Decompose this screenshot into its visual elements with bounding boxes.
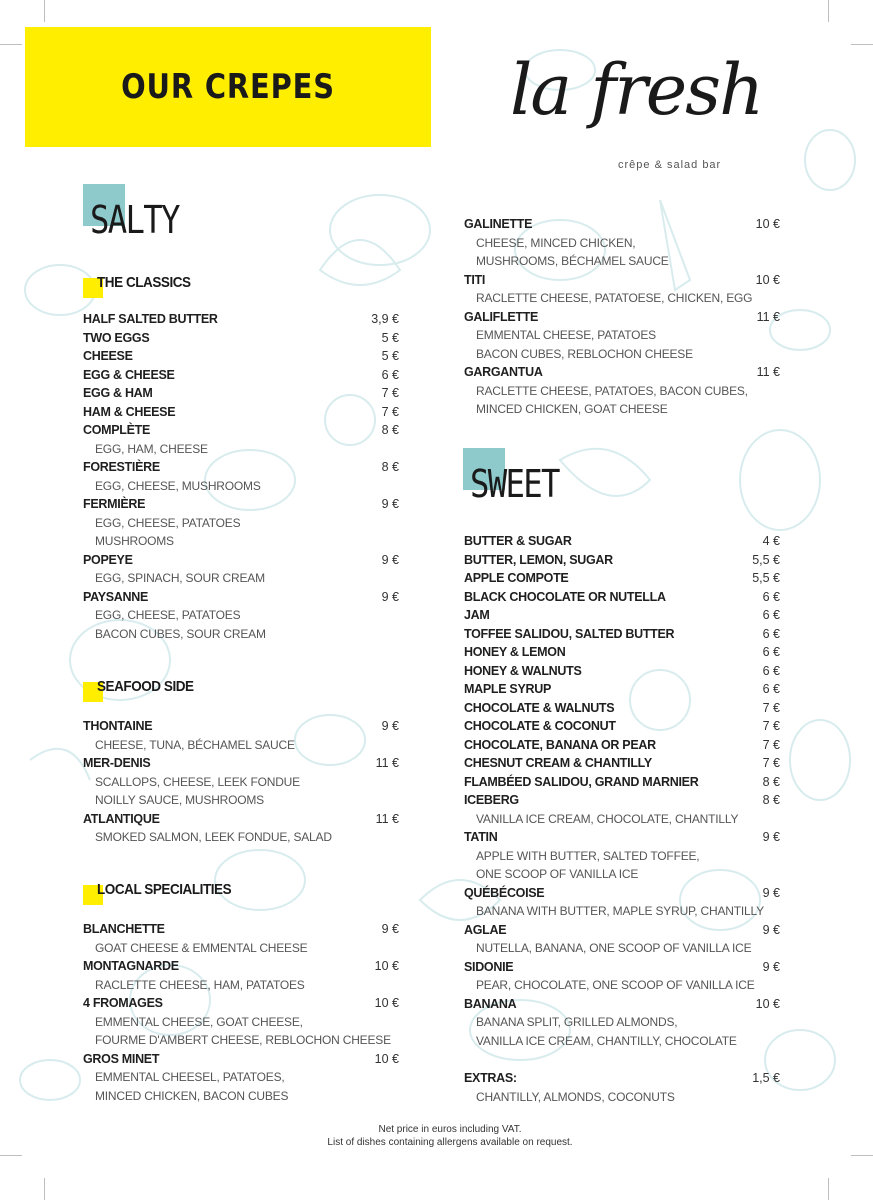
menu-item — [83, 588, 399, 606]
logo-tagline: crêpe & salad bar — [618, 159, 722, 171]
menu-item-price: 9 € — [381, 589, 399, 604]
footer-note — [230, 1123, 670, 1149]
menu-item-name: BUTTER, LEMON, SUGAR — [464, 552, 613, 567]
menu-item-description: RACLETTE CHEESE, PATATOES, BACON CUBES, — [476, 383, 748, 398]
menu-item-price: 7 € — [381, 404, 399, 419]
menu-item — [464, 569, 780, 587]
menu-item — [464, 606, 780, 624]
menu-item-price: 6 € — [762, 608, 780, 622]
menu-item — [464, 680, 780, 698]
menu-item-name: BLANCHETTE — [83, 922, 165, 936]
menu-item — [83, 329, 399, 347]
menu-item — [83, 551, 399, 569]
menu-item-description: ONE SCOOP OF VANILLA ICE — [476, 867, 639, 881]
menu-item-price: 7 € — [762, 737, 780, 752]
menu-item-name: BUTTER & SUGAR — [464, 534, 572, 548]
menu-item-name: HALF SALTED BUTTER — [83, 312, 218, 326]
footer-line-vat: Net price in euros including VAT. — [378, 1124, 522, 1135]
menu-item-name: CHOCOLATE & WALNUTS — [464, 700, 615, 715]
menu-item-description: EGG, SPINACH, SOUR CREAM — [95, 571, 265, 585]
crop-mark — [44, 0, 45, 22]
menu-item — [464, 271, 780, 289]
menu-item — [464, 828, 780, 846]
menu-item — [464, 643, 780, 661]
menu-item-name: MAPLE SYRUP — [464, 682, 551, 696]
menu-item-price: 5 € — [381, 349, 399, 363]
menu-item-name: GALINETTE — [464, 217, 533, 231]
menu-item — [464, 736, 780, 754]
menu-item-description: BANANA SPLIT, GRILLED ALMONDS, — [476, 1015, 678, 1029]
menu-item-description: GOAT CHEESE & EMMENTAL CHEESE — [95, 940, 308, 955]
menu-item-price: 7 € — [762, 719, 780, 733]
menu-item-name: APPLE COMPOTE — [464, 571, 569, 585]
crop-mark — [0, 1155, 22, 1156]
menu-item-price: 8 € — [762, 774, 780, 789]
menu-item-price: 7 € — [381, 386, 399, 400]
menu-item — [83, 403, 399, 421]
menu-item-price: 7 € — [762, 700, 780, 715]
menu-item-name: HONEY & WALNUTS — [464, 663, 582, 678]
menu-item — [464, 754, 780, 772]
seafood-heading: SEAFOOD SIDE — [97, 678, 194, 695]
menu-item-name: CHOCOLATE & COCONUT — [464, 719, 616, 733]
menu-item-name: CHEESE — [83, 349, 133, 363]
menu-item-price: 9 € — [762, 830, 780, 844]
menu-item — [83, 1050, 399, 1068]
menu-item-description: VANILLA ICE CREAM, CHANTILLY, CHOCOLATE — [476, 1033, 737, 1048]
menu-item-name: GROS MINET — [83, 1051, 160, 1066]
menu-item — [464, 958, 780, 976]
menu-item — [83, 347, 399, 365]
classics-heading: THE CLASSICS — [97, 274, 191, 291]
logo-wordmark: la fresh — [510, 49, 763, 131]
menu-item-price: 10 € — [755, 272, 780, 287]
menu-item-name: COMPLÈTE — [83, 423, 151, 437]
menu-item-name: POPEYE — [83, 552, 133, 567]
menu-item — [464, 995, 780, 1013]
brand-logo — [510, 49, 780, 185]
menu-item — [83, 366, 399, 384]
menu-item — [464, 532, 780, 550]
menu-item-price: 10 € — [374, 1051, 399, 1066]
menu-item-description: EMMENTAL CHEESE, PATATOES — [476, 328, 656, 342]
menu-item-price: 3,9 € — [371, 312, 399, 326]
menu-item-description: BACON CUBES, SOUR CREAM — [95, 626, 266, 641]
menu-item-name: GALIFLETTE — [464, 309, 539, 324]
menu-item-price: 11 € — [756, 365, 780, 379]
menu-item-name: TITI — [464, 272, 486, 287]
menu-item-price: 6 € — [381, 367, 399, 382]
menu-item-name: 4 FROMAGES — [83, 996, 163, 1010]
menu-item-price: 5 € — [381, 330, 399, 345]
page-title: OUR CREPES — [121, 67, 335, 107]
menu-item — [83, 810, 399, 828]
footer-line-allergens: List of dishes containing allergens available on request. — [327, 1137, 573, 1148]
menu-item — [464, 308, 780, 326]
menu-item-description: CHEESE, MINCED CHICKEN, — [476, 235, 636, 250]
menu-item — [464, 625, 780, 643]
menu-item-name: CHESNUT CREAM & CHANTILLY — [464, 756, 652, 770]
menu-item-name: MONTAGNARDE — [83, 959, 179, 973]
menu-item — [83, 754, 399, 772]
menu-item-price: 8 € — [381, 460, 399, 474]
menu-item-description: EGG, CHEESE, PATATOES — [95, 515, 241, 530]
menu-item-price: 6 € — [762, 682, 780, 696]
crop-mark — [851, 1155, 873, 1156]
menu-item-name: TOFFEE SALIDOU, SALTED BUTTER — [464, 626, 675, 641]
menu-item-price: 10 € — [374, 996, 399, 1010]
menu-item-price: 10 € — [374, 959, 399, 973]
crop-mark — [828, 0, 829, 22]
menu-item-name: AGLAE — [464, 922, 507, 937]
menu-item — [464, 363, 780, 381]
crop-mark — [44, 1178, 45, 1200]
menu-item-name: TWO EGGS — [83, 330, 150, 345]
menu-item — [464, 773, 780, 791]
menu-item — [83, 994, 399, 1012]
menu-item — [464, 884, 780, 902]
menu-item-name: THONTAINE — [83, 719, 153, 733]
menu-item — [83, 421, 399, 439]
menu-item-description: CHANTILLY, ALMONDS, COCONUTS — [476, 1090, 675, 1104]
menu-item — [464, 215, 780, 233]
menu-item-description: MINCED CHICKEN, BACON CUBES — [95, 1088, 289, 1103]
menu-item-description: NUTELLA, BANANA, ONE SCOOP OF VANILLA ICE — [476, 941, 752, 955]
crop-mark — [0, 44, 22, 45]
menu-item-description: APPLE WITH BUTTER, SALTED TOFFEE, — [476, 848, 700, 863]
menu-item-price: 1,5 € — [752, 1071, 780, 1085]
sweet-heading: SWEET — [470, 462, 559, 506]
menu-item-price: 11 € — [756, 309, 780, 324]
crop-mark — [828, 1178, 829, 1200]
menu-item — [464, 921, 780, 939]
menu-item — [464, 791, 780, 809]
menu-item — [83, 384, 399, 402]
menu-item-price: 6 € — [762, 663, 780, 678]
menu-item-description: FOURME D'AMBERT CHEESE, REBLOCHON CHEESE — [95, 1033, 391, 1047]
menu-item-name: BANANA — [464, 996, 517, 1011]
menu-item-description: EGG, HAM, CHEESE — [95, 441, 208, 456]
menu-item — [83, 310, 399, 328]
menu-item-price: 6 € — [762, 626, 780, 641]
title-banner — [25, 27, 431, 147]
menu-item-description: VANILLA ICE CREAM, CHOCOLATE, CHANTILLY — [476, 811, 739, 826]
menu-item-price: 4 € — [762, 534, 780, 548]
menu-item-price: 6 € — [762, 645, 780, 659]
menu-item-name: MER-DENIS — [83, 756, 151, 770]
menu-item-name: FLAMBÉED SALIDOU, GRAND MARNIER — [464, 774, 699, 789]
menu-item-name: TATIN — [464, 830, 498, 844]
menu-item-name: JAM — [464, 608, 490, 622]
menu-item-name: BLACK CHOCOLATE OR NUTELLA — [464, 589, 666, 604]
menu-item-price: 9 € — [762, 922, 780, 937]
menu-item-price: 8 € — [762, 793, 780, 807]
salty-heading: SALTY — [90, 198, 179, 242]
menu-item-description: RACLETTE CHEESE, PATATOESE, CHICKEN, EGG — [476, 291, 753, 305]
menu-item-description: SMOKED SALMON, LEEK FONDUE, SALAD — [95, 830, 332, 844]
menu-item-description: EMMENTAL CHEESEL, PATATOES, — [95, 1070, 285, 1084]
menu-item — [464, 551, 780, 569]
menu-item-name: ICEBERG — [464, 793, 519, 807]
menu-item-description: SCALLOPS, CHEESE, LEEK FONDUE — [95, 774, 300, 789]
menu-item-price: 9 € — [381, 719, 399, 733]
menu-item-price: 9 € — [762, 885, 780, 900]
menu-item-name: EXTRAS: — [464, 1071, 517, 1085]
menu-item — [83, 957, 399, 975]
menu-item-name: PAYSANNE — [83, 589, 148, 604]
crop-mark — [851, 44, 873, 45]
menu-item-price: 8 € — [381, 423, 399, 437]
menu-item-price: 9 € — [381, 552, 399, 567]
menu-item-name: HAM & CHEESE — [83, 404, 176, 419]
menu-item-price: 6 € — [762, 589, 780, 604]
menu-item-price: 11 € — [375, 756, 399, 770]
menu-item — [464, 588, 780, 606]
menu-item-name: SIDONIE — [464, 959, 514, 974]
menu-item — [464, 662, 780, 680]
menu-item — [464, 1069, 780, 1087]
menu-item-name: EGG & HAM — [83, 386, 153, 400]
menu-item-description: EGG, CHEESE, MUSHROOMS — [95, 478, 261, 493]
menu-item-description: MUSHROOMS, BÉCHAMEL SAUCE — [476, 254, 669, 268]
menu-item-price: 5,5 € — [752, 552, 780, 567]
menu-item-name: CHOCOLATE, BANANA OR PEAR — [464, 737, 656, 752]
menu-item-name: QUÉBÉCOISE — [464, 885, 545, 900]
menu-item — [83, 920, 399, 938]
menu-item — [83, 495, 399, 513]
menu-item-price: 10 € — [755, 996, 780, 1011]
menu-item-name: FORESTIÈRE — [83, 460, 160, 474]
local-heading: LOCAL SPECIALITIES — [97, 881, 232, 898]
menu-item-description: MUSHROOMS — [95, 534, 174, 548]
menu-item-name: ATLANTIQUE — [83, 811, 160, 826]
menu-item-price: 9 € — [762, 959, 780, 974]
menu-item-name: GARGANTUA — [464, 365, 543, 379]
menu-item-description: CHEESE, TUNA, BÉCHAMEL SAUCE — [95, 737, 295, 752]
menu-item — [83, 717, 399, 735]
menu-item-price: 5,5 € — [752, 571, 780, 585]
menu-item — [464, 717, 780, 735]
menu-item — [464, 699, 780, 717]
menu-item-description: BACON CUBES, REBLOCHON CHEESE — [476, 346, 693, 361]
menu-item-description: EMMENTAL CHEESE, GOAT CHEESE, — [95, 1014, 303, 1029]
menu-item-description: PEAR, CHOCOLATE, ONE SCOOP OF VANILLA ICE — [476, 978, 755, 992]
menu-item-price: 7 € — [762, 756, 780, 770]
menu-item-name: EGG & CHEESE — [83, 367, 175, 382]
menu-item-price: 9 € — [381, 922, 399, 936]
menu-item-price: 11 € — [375, 811, 399, 826]
menu-item — [83, 458, 399, 476]
menu-item-description: MINCED CHICKEN, GOAT CHEESE — [476, 402, 668, 416]
menu-item-description: RACLETTE CHEESE, HAM, PATATOES — [95, 977, 305, 992]
menu-item-price: 10 € — [755, 217, 780, 231]
menu-item-description: EGG, CHEESE, PATATOES — [95, 608, 241, 622]
menu-item-description: NOILLY SAUCE, MUSHROOMS — [95, 793, 264, 807]
menu-item-name: FERMIÈRE — [83, 497, 146, 511]
menu-item-name: HONEY & LEMON — [464, 645, 566, 659]
menu-item-price: 9 € — [381, 497, 399, 511]
menu-item-description: BANANA WITH BUTTER, MAPLE SYRUP, CHANTILLY — [476, 904, 764, 918]
